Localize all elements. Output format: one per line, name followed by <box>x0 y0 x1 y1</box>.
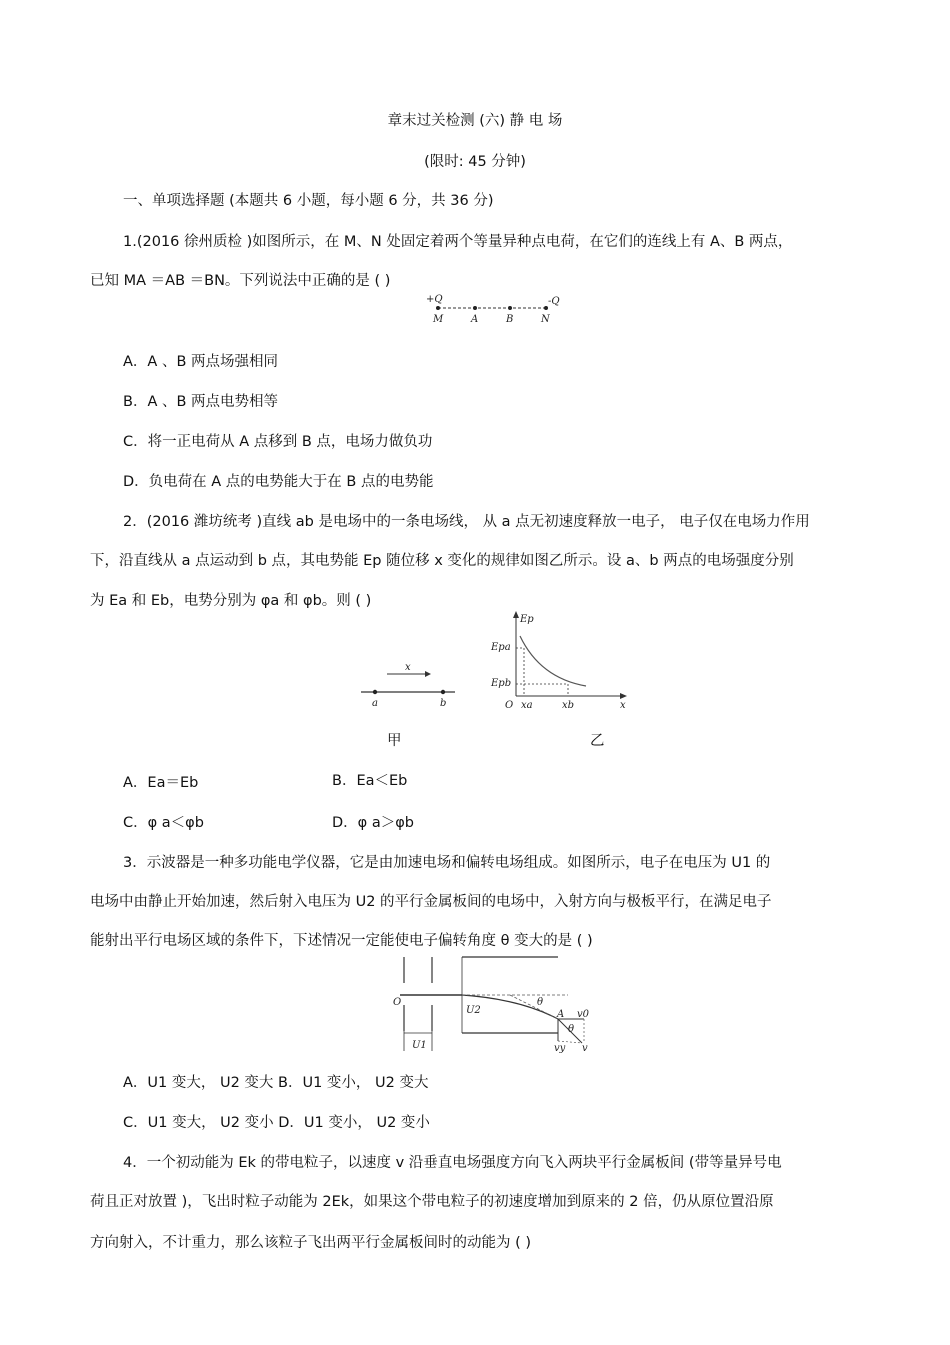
label-x-arrow: x <box>405 662 411 673</box>
label-x: x <box>620 700 626 711</box>
page-title: 章末过关检测 (六) 静 电 场 <box>387 113 563 129</box>
label-a: a <box>372 698 378 709</box>
label-theta-bottom: θ <box>568 1024 575 1035</box>
q1-option-b: B．A 、B 两点电势相等 <box>123 394 279 410</box>
label-xa: xa <box>521 700 533 711</box>
q3-line1: 3．示波器是一种多功能电学仪器，它是由加速电场和偏转电场组成。如图所示，电子在电压为 U1 的 <box>123 855 771 871</box>
q3-oscilloscope-figure <box>390 955 600 1053</box>
label-u1: U1 <box>412 1040 427 1051</box>
label-ep: Ep <box>520 614 534 625</box>
label-minus-q: -Q <box>548 296 560 307</box>
q3-line2: 电场中由静止开始加速，然后射入电压为 U2 的平行金属板间的电场中，入射方向与极板平行，在满足电子 <box>90 894 772 910</box>
label-a: A <box>471 314 479 325</box>
q2-line1: 2．(2016 潍坊统考 )直线 ab 是电场中的一条电场线， 从 a 点无初速度释放一电子， 电子仅在电场力作用 <box>123 514 810 530</box>
q2-option-b: B．Ea＜Eb <box>332 773 408 789</box>
q1-option-c: C．将一正电荷从 A 点移到 B 点，电场力做负功 <box>123 434 433 450</box>
point-b <box>508 306 512 310</box>
time-limit: (限时: 45 分钟) <box>424 154 526 170</box>
q1-option-a: A．A 、B 两点场强相同 <box>123 354 279 370</box>
point-m <box>436 306 440 310</box>
label-a: A <box>557 1009 565 1020</box>
label-n: N <box>541 314 550 325</box>
label-o: O <box>393 997 402 1008</box>
label-b: b <box>440 698 447 709</box>
ep-curve <box>520 636 586 686</box>
label-v: v <box>582 1043 588 1053</box>
label-b: B <box>506 314 514 325</box>
q2-option-d: D．φ a＞φb <box>332 815 414 831</box>
q4-line2: 荷且正对放置 )，飞出时粒子动能为 2Ek，如果这个带电粒子的初速度增加到原来的 2 倍，仍从原位置沿原 <box>90 1194 774 1210</box>
q3-options-ab: A．U1 变大， U2 变大 B．U1 变小， U2 变大 <box>123 1075 429 1091</box>
label-o: O <box>505 700 514 711</box>
point-b <box>441 690 445 694</box>
q3-options-cd: C．U1 变大， U2 变小 D．U1 变小， U2 变小 <box>123 1115 430 1131</box>
label-epa: Epa <box>491 642 511 653</box>
point-a <box>473 306 477 310</box>
q4-line1: 4．一个初动能为 Ek 的带电粒子，以速度 v 沿垂直电场强度方向飞入两块平行金属板间 (带等量异号电 <box>123 1155 782 1171</box>
section-heading: 一、单项选择题 (本题共 6 小题，每小题 6 分，共 36 分) <box>123 193 494 209</box>
q2-option-a: A．Ea＝Eb <box>123 775 199 791</box>
q1-line2: 已知 MA ＝AB ＝BN。下列说法中正确的是 ( ) <box>90 273 391 289</box>
label-epb: Epb <box>491 678 512 689</box>
q2-option-c: C．φ a＜φb <box>123 815 204 831</box>
q2-figure-jia <box>355 658 465 710</box>
label-v0: v0 <box>577 1009 590 1020</box>
q4-line3: 方向射入，不计重力，那么该粒子飞出两平行金属板间时的动能为 ( ) <box>90 1235 532 1251</box>
q2-figure-yi <box>488 608 638 714</box>
label-plus-q: +Q <box>426 294 443 305</box>
q1-charges-figure <box>420 292 570 326</box>
label-u2: U2 <box>466 1005 481 1016</box>
q1-option-d: D．负电荷在 A 点的电势能大于在 B 点的电势能 <box>123 474 434 490</box>
label-xb: xb <box>562 700 575 711</box>
label-vy: vy <box>554 1043 566 1053</box>
q3-line3: 能射出平行电场区域的条件下，下述情况一定能使电子偏转角度 θ 变大的是 ( ) <box>90 933 593 949</box>
caption-yi: 乙 <box>590 733 605 749</box>
q2-line2: 下，沿直线从 a 点运动到 b 点，其电势能 Ep 随位移 x 变化的规律如图乙所示。设 a、b 两点的电场强度分别 <box>90 553 794 569</box>
label-m: M <box>433 314 444 325</box>
point-a <box>373 690 377 694</box>
caption-jia: 甲 <box>387 733 402 749</box>
q2-line3: 为 Ea 和 Eb，电势分别为 φa 和 φb。则 ( ) <box>90 593 372 609</box>
label-theta-top: θ <box>537 997 544 1008</box>
q1-line1: 1.(2016 徐州质检 )如图所示，在 M、N 处固定着两个等量异种点电荷，在它们的连线上有 A、B 两点， <box>123 234 793 250</box>
